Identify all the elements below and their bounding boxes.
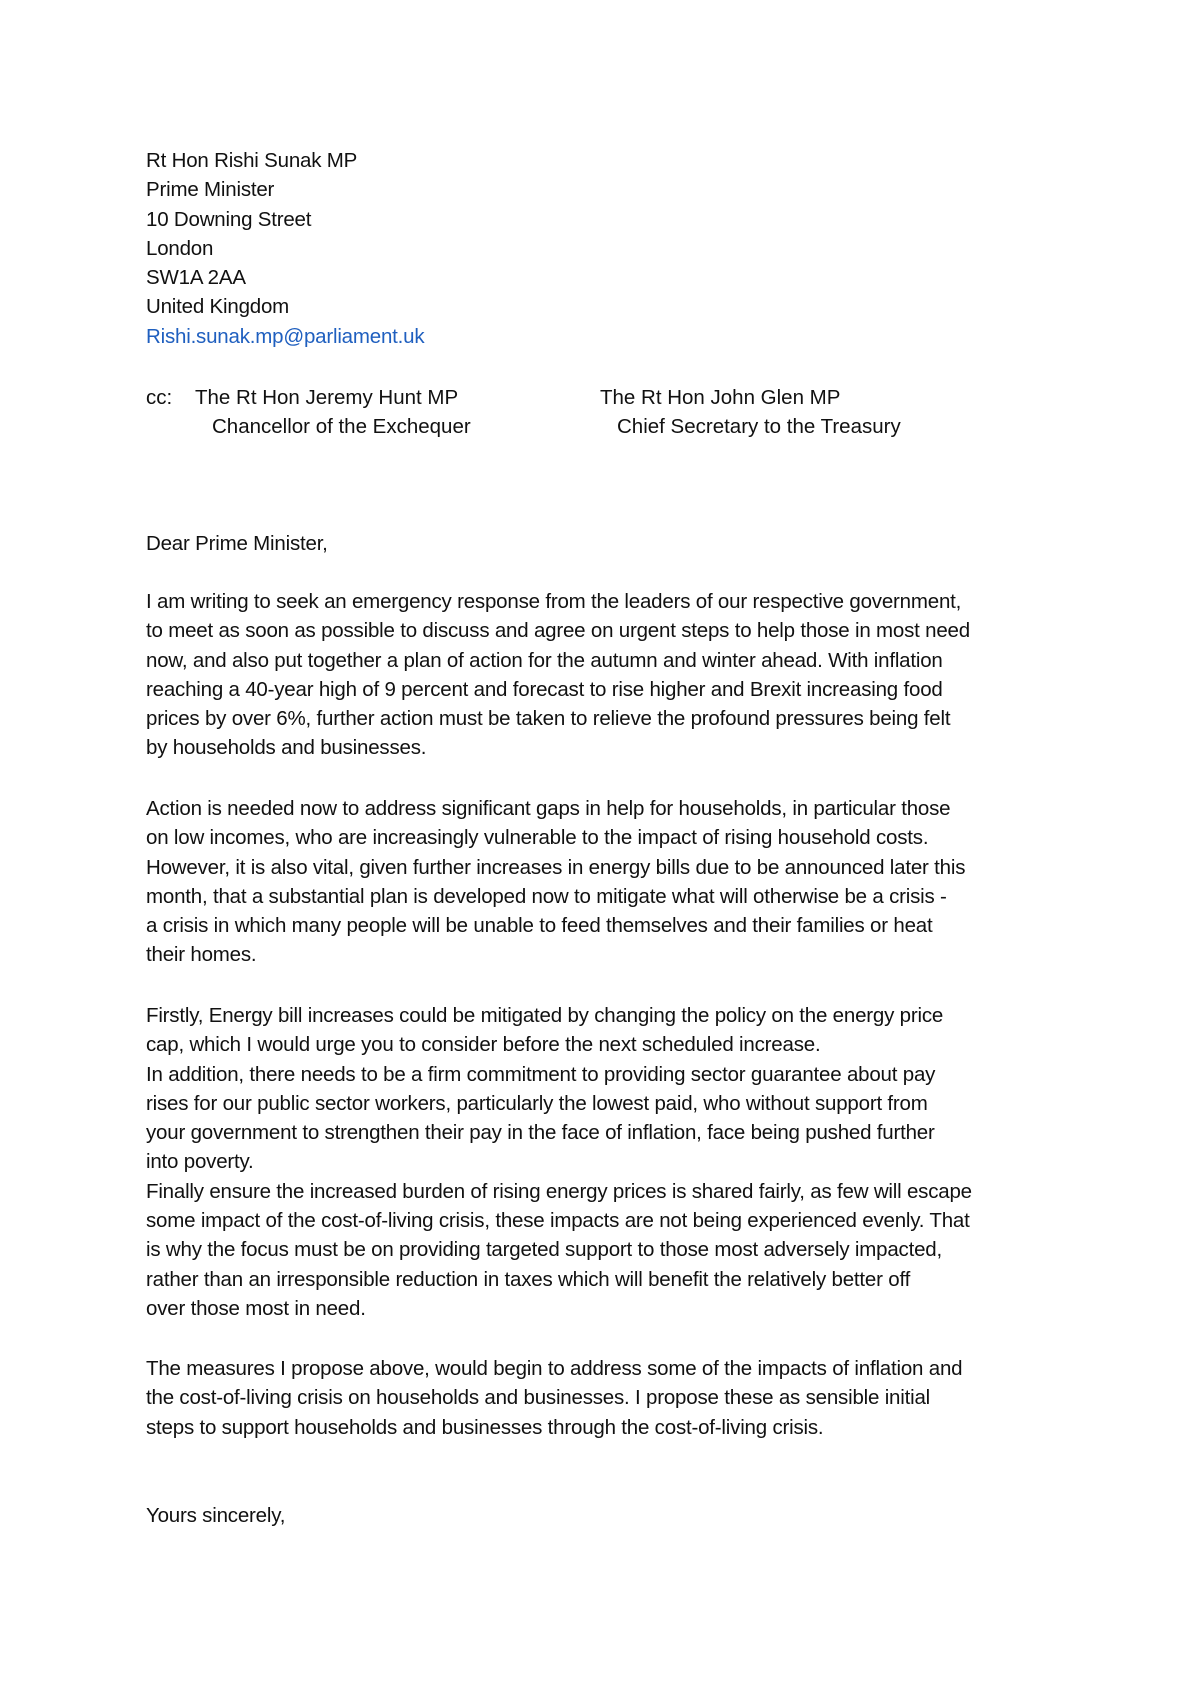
paragraph-line: reaching a 40-year high of 9 percent and forecast to rise higher and Brexit increasing food — [146, 677, 943, 701]
paragraph-1 — [146, 587, 970, 763]
cc-left-role: Chancellor of the Exchequer — [212, 415, 471, 439]
recipient-city: London — [146, 236, 214, 260]
cc-label: cc: — [146, 386, 173, 409]
paragraph-line: some impact of the cost-of-living crisis, these impacts are not being experienced evenly. That — [146, 1209, 970, 1233]
paragraph-line: Finally ensure the increased burden of rising energy prices is shared fairly, as few will escape — [146, 1179, 972, 1203]
cc-right-role: Chief Secretary to the Treasury — [617, 415, 901, 439]
paragraph-line: However, it is also vital, given further increases in energy bills due to be announced later this — [146, 855, 966, 879]
recipient-address — [146, 146, 424, 351]
paragraph-line: now, and also put together a plan of action for the autumn and winter ahead. With inflation — [146, 648, 943, 672]
paragraph-line: on low incomes, who are increasingly vulnerable to the impact of rising household costs. — [146, 826, 929, 850]
paragraph-line: Firstly, Energy bill increases could be mitigated by changing the policy on the energy price — [146, 1004, 944, 1027]
paragraph-line: your government to strengthen their pay in the face of inflation, face being pushed further — [146, 1121, 935, 1145]
recipient-country: United Kingdom — [146, 295, 290, 319]
paragraph-line: I am writing to seek an emergency response from the leaders of our respective government, — [146, 590, 962, 613]
closing: Yours sincerely, — [146, 1504, 286, 1527]
paragraph-2 — [146, 794, 965, 970]
recipient-street: 10 Downing Street — [146, 207, 312, 231]
recipient-email-link[interactable]: Rishi.sunak.mp@parliament.uk — [146, 324, 425, 348]
paragraph-line: steps to support households and businesses through the cost-of-living crisis. — [146, 1415, 824, 1439]
paragraph-line: rather than an irresponsible reduction in taxes which will benefit the relatively better off — [146, 1267, 911, 1291]
paragraph-line: into poverty. — [146, 1150, 254, 1174]
paragraph-line: the cost-of-living crisis on households and businesses. I propose these as sensible initial — [146, 1386, 931, 1410]
cc-recipient-right — [600, 383, 901, 442]
paragraph-line: rises for our public sector workers, particularly the lowest paid, who without support from — [146, 1091, 928, 1115]
paragraph-line: is why the focus must be on providing targeted support to those most adversely impacted, — [146, 1238, 942, 1262]
paragraph-line: Action is needed now to address significant gaps in help for households, in particular those — [146, 797, 951, 820]
paragraph-4 — [146, 1354, 962, 1442]
recipient-title: Prime Minister — [146, 178, 275, 202]
paragraph-line: In addition, there needs to be a firm commitment to providing sector guarantee about pay — [146, 1062, 936, 1086]
recipient-name: Rt Hon Rishi Sunak MP — [146, 149, 358, 172]
paragraph-line: cap, which I would urge you to consider before the next scheduled increase. — [146, 1033, 821, 1057]
paragraph-line: by households and businesses. — [146, 736, 427, 760]
recipient-postcode: SW1A 2AA — [146, 266, 246, 290]
salutation: Dear Prime Minister, — [146, 532, 328, 555]
paragraph-line: their homes. — [146, 943, 257, 967]
paragraph-line: over those most in need. — [146, 1296, 366, 1320]
paragraph-line: The measures I propose above, would begin to address some of the impacts of inflation and — [146, 1357, 963, 1380]
paragraph-line: month, that a substantial plan is developed now to mitigate what will otherwise be a crisis - — [146, 884, 947, 908]
paragraph-line: to meet as soon as possible to discuss and agree on urgent steps to help those in most need — [146, 619, 970, 643]
cc-right-name: The Rt Hon John Glen MP — [600, 386, 841, 409]
paragraph-line: prices by over 6%, further action must be taken to relieve the profound pressures being felt — [146, 707, 951, 731]
cc-left-name: The Rt Hon Jeremy Hunt MP — [195, 386, 459, 409]
paragraph-3 — [146, 1001, 972, 1323]
cc-recipient-left — [195, 383, 471, 442]
paragraph-line: a crisis in which many people will be unable to feed themselves and their families or heat — [146, 914, 933, 938]
